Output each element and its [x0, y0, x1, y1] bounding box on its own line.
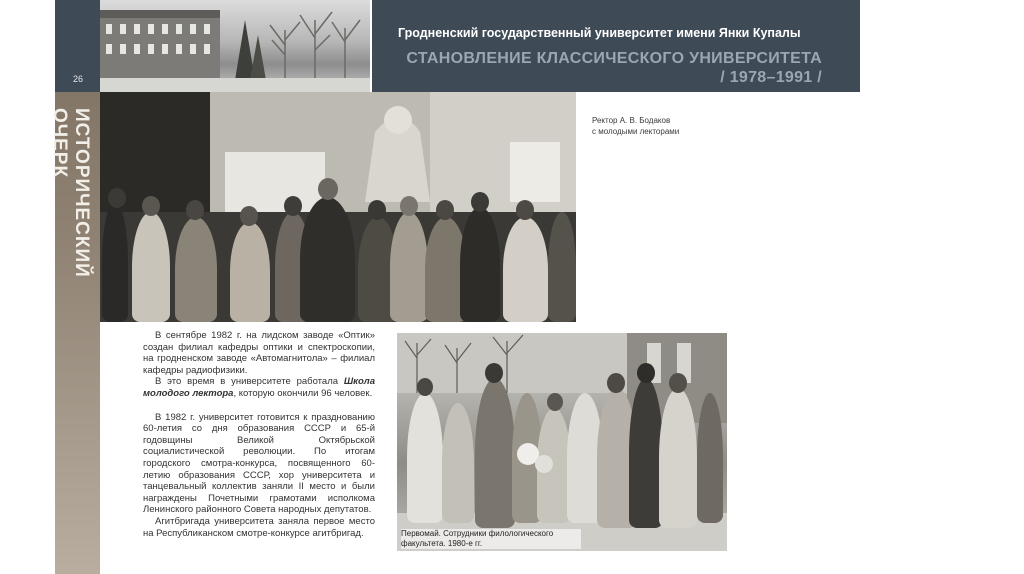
- vertical-section-title: ИСТОРИЧЕСКИЙ ОЧЕРК: [49, 108, 92, 278]
- photo-top-caption-line2: с молодыми лекторами: [592, 127, 680, 136]
- university-name: Гродненский государственный университет имени Янки Купалы: [398, 26, 801, 40]
- photo-top-caption-line1: Ректор А. В. Бодаков: [592, 116, 671, 125]
- article-paragraph-2-end: , которую окончили 96 человек.: [233, 387, 373, 399]
- article-paragraph-2: [143, 376, 375, 399]
- school-of-young-lecturer: Школа молодого лектора: [143, 376, 375, 399]
- chapter-title: [392, 49, 822, 87]
- photo-bottom-caption-line1: Первомай. Сотрудники филологического: [401, 529, 554, 538]
- header-building-photo: [100, 0, 370, 92]
- article-paragraph-1: В сентябре 1982 г. на лидском заводе «Оптик» создан филиал кафедры оптики и спектроскопии, на гродненском заводе «Автомагнитола» – филиал кафедры радиофизики.: [143, 330, 375, 376]
- article-text: [143, 330, 375, 539]
- group-photo-rector: [100, 92, 576, 322]
- photo-bottom-caption-line2: факультета. 1980-е гг.: [401, 539, 483, 548]
- chapter-title-line2: / 1978–1991 /: [720, 69, 822, 86]
- article-paragraph-4: Агитбригада университета заняла первое место на Республиканском смотре-конкурсе агитбригад.: [143, 515, 375, 539]
- article-paragraph-2-start: В это время в университете работала: [155, 376, 344, 388]
- article-paragraph-3: В 1982 г. университет готовится к празднованию 60-летия со дня образования СССР и 65-й годовщины Великой Октябрьской социалистической революции. По итогам городского смотра-конкурса, посвященного 60-летию образования СССР, хор университета и танцевальный коллектив заняли II место и были награждены Почетными грамотами исполкома Ленинского районного Совета народных депутатов.: [143, 411, 375, 516]
- photo-top-caption: [592, 115, 679, 137]
- chapter-title-line1: СТАНОВЛЕНИЕ КЛАССИЧЕСКОГО УНИВЕРСИТЕТА: [406, 50, 822, 67]
- may-day-photo: [397, 333, 727, 551]
- photo-bottom-caption: [401, 529, 581, 549]
- page-number: 26: [72, 74, 83, 84]
